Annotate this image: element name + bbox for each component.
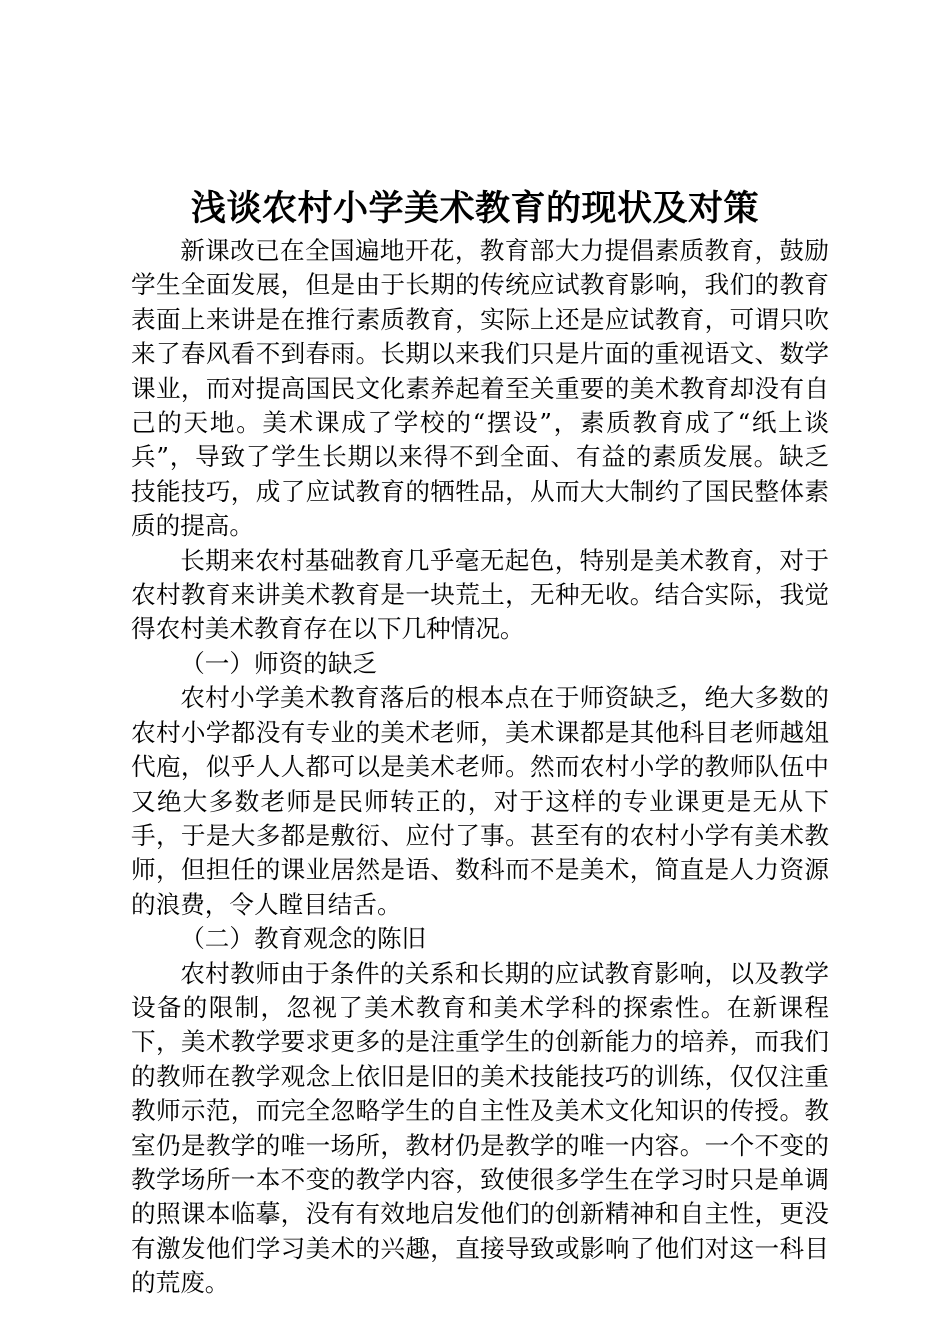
intro-paragraph-2: 长期来农村基础教育几乎毫无起色，特别是美术教育，对于农村教育来讲美术教育是一块荒土，无种无收。结合实际，我觉得农村美术教育存在以下几种情况。: [131, 545, 829, 644]
section-paragraph-2: 农村教师由于条件的关系和长期的应试教育影响，以及教学设备的限制，忽视了美术教育和美术学科的探索性。在新课程下，美术教学要求更多的是注重学生的创新能力的培养，而我们的教师在教学观念上依旧是旧的美术技能技巧的训练，仅仅注重教师示范，而完全忽略学生的自主性及美术文化知识的传授。教室仍是教学的唯一场所，教材仍是教学的唯一内容。一个不变的教学场所一本不变的教学内容，致使很多学生在学习时只是单调的照课本临摹，没有有效地启发他们的创新精神和自主性，更没有激发他们学习美术的兴趣，直接导致或影响了他们对这一科目的荒废。: [131, 958, 829, 1298]
document-title: 浅谈农村小学美术教育的现状及对策: [190, 188, 759, 229]
section-heading-2: （二）教育观念的陈旧: [180, 924, 427, 954]
document-body: [131, 234, 829, 1301]
intro-paragraph-1: 新课改已在全国遍地开花，教育部大力提倡素质教育，鼓励学生全面发展，但是由于长期的传统应试教育影响，我们的教育表面上来讲是在推行素质教育，实际上还是应试教育，可谓只吹来了春风看不到春雨。长期以来我们只是片面的重视语文、数学课业，而对提高国民文化素养起着至关重要的美术教育却没有自己的天地。美术课成了学校的“摆设”，素质教育成了“纸上谈兵”，导致了学生长期以来得不到全面、有益的素质发展。缺乏技能技巧，成了应试教育的牺牲品，从而大大制约了国民整体素质的提高。: [131, 236, 829, 541]
section-heading-1: （一）师资的缺乏: [180, 648, 377, 678]
section-paragraph-1: 农村小学美术教育落后的根本点在于师资缺乏，绝大多数的农村小学都没有专业的美术老师，美术课都是其他科目老师越俎代庖，似乎人人都可以是美术老师。然而农村小学的教师队伍中又绝大多数老师是民师转正的，对于这样的专业课更是无从下手，于是大多都是敷衍、应付了事。甚至有的农村小学有美术教师，但担任的课业居然是语、数科而不是美术，简直是人力资源的浪费，令人瞠目结舌。: [131, 683, 829, 919]
